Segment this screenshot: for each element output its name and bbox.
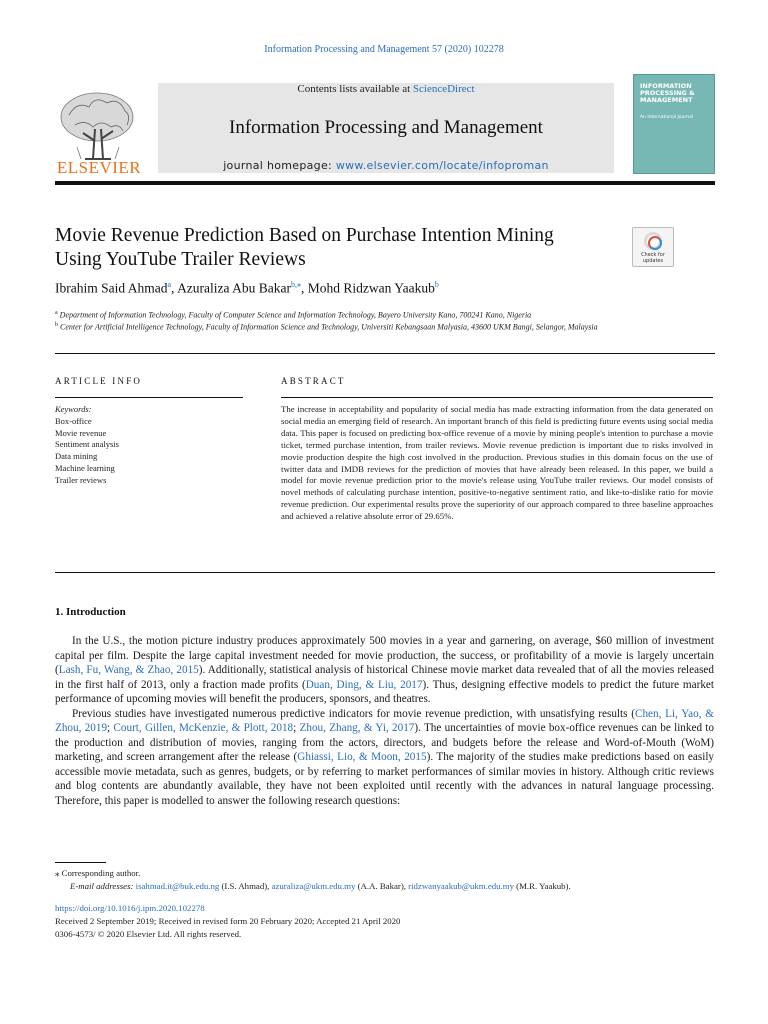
contents-line [158, 83, 614, 95]
paragraph-text: Previous studies have investigated numerous predictive indicators for movie revenue prediction, with unsatisfying results ( [72, 707, 635, 720]
badge-line-2: updates [642, 257, 664, 264]
author-name[interactable]: Azuraliza Abu Bakar [177, 280, 292, 296]
introduction-body [55, 634, 714, 809]
cover-subtitle: An International Journal [640, 115, 694, 120]
article-info-rule [55, 397, 243, 398]
email-owner: (M.R. Yaakub). [513, 881, 571, 891]
author-affiliation-mark[interactable]: b [434, 280, 439, 289]
check-for-updates-label [633, 253, 673, 264]
keywords-label: Keywords: [55, 404, 92, 414]
affiliation-mark: a [55, 310, 58, 316]
affiliation-mark: b [55, 322, 58, 328]
received-dates: Received 2 September 2019; Received in revised form 20 February 2020; Accepted 21 April 2020 [55, 916, 401, 926]
sciencedirect-link[interactable]: ScienceDirect [412, 83, 475, 95]
paragraph-text: ). The majority of the studies make predictions based on easily accessible movie metadata, such as genres, budgets, or by referring to market performances of similar movies in history. Although critic reviews and blog contents are abundantly available, they have not been exploited until recently with the advances in natural language processing. Therefore, this paper is modelled to answer the following research questions: [55, 751, 715, 808]
author-separator: , [171, 280, 178, 296]
contents-prefix: Contents lists available at [297, 83, 413, 95]
affiliation-text: Department of Information Technology, Faculty of Computer Science and Information Technology, Bayero University Kano, 700241 Kano, Nigeria [59, 310, 532, 320]
section-divider [55, 572, 715, 573]
paragraph [55, 634, 714, 707]
header-divider [55, 181, 715, 185]
email-addresses [70, 880, 715, 892]
keyword: Movie revenue [55, 427, 107, 438]
abstract-text: The increase in acceptability and popularity of social media has made extracting information from the data generated on social media an emerging field of research. An important branch of this field is predicting future events using social media data. This paper is focused on predicting box-office revenue of a movie by mining people's intention to purchase a movie ticket, termed purchase intention, from trailer reviews. Movie revenue prediction is important due to risks involved in movie production despite the high cost involved in the production. Previous studies in this domain focus on the use of twitter data and IMDB reviews for the prediction of movies that have already been released. In this paper, we build a model for movie revenue prediction prior to the movie's release using YouTube trailer reviews. Our model consists of novel methods of calculating purchase intention, positive-to-negative sentiment ratio, and like-to-dislike ratio for movie revenue prediction. Our experimental results prove the superiority of our approach compared to three baseline approaches and achieved a relative absolute error of 29.65%. [281, 404, 713, 522]
keyword: Trailer reviews [55, 474, 107, 485]
author-affiliation-mark[interactable]: b,⁎ [291, 280, 302, 289]
email-label: E-mail addresses: [70, 881, 136, 891]
keyword: Box-office [55, 415, 92, 426]
paragraph-text: ). Thus, designing effective models to predict the future market performance of upcoming movies will benefit the producers, sponsors, and theatres. [55, 678, 714, 706]
paper-title-line-1: Movie Revenue Prediction Based on Purchase Intention Mining [55, 225, 554, 246]
paper-title-line-2: Using YouTube Trailer Reviews [55, 249, 306, 270]
elsevier-wordmark: ELSEVIER [56, 158, 142, 177]
author-affiliation-mark[interactable]: a [167, 280, 172, 289]
email-owner: (I.S. Ahmad), [219, 881, 272, 891]
badge-line-1: Check for [641, 252, 665, 258]
abstract-rule [281, 397, 713, 398]
corresponding-author-note: ⁎ Corresponding author. [55, 868, 141, 878]
keyword: Data mining [55, 451, 98, 462]
journal-homepage [158, 159, 614, 172]
keywords-block [55, 404, 235, 487]
affiliation-text: Center for Artificial Intelligence Technology, Faculty of Information Science and Technology, Universiti Kebangsaan Malyasia, 43600 UKM Bangi, Selangor, Malaysia [60, 322, 598, 332]
paragraph-text: ). Additionally, statistical analysis of historical Chinese movie market data revealed that of all the movies released in the first half of 2013, only a fraction made profits ( [55, 664, 714, 691]
author-name[interactable]: Mohd Ridzwan Yaakub [307, 280, 435, 296]
journal-title: Information Processing and Management [229, 117, 543, 138]
journal-banner [158, 83, 614, 173]
citation-link[interactable]: Chen, Li, Yao, & Zhou, 2019 [55, 707, 714, 735]
citation-link[interactable]: Duan, Ding, & Liu, 2017 [305, 678, 423, 691]
author-list [55, 280, 695, 297]
doi-link[interactable]: https://doi.org/10.1016/j.ipm.2020.102278 [55, 903, 205, 913]
homepage-link[interactable]: www.elsevier.com/locate/infoproman [335, 159, 549, 172]
article-info-heading: ARTICLE INFO [55, 376, 143, 386]
check-for-updates-icon [644, 232, 662, 250]
keyword: Sentiment analysis [55, 439, 119, 450]
author-separator: , [301, 280, 308, 296]
introduction-heading: 1. Introduction [55, 606, 126, 618]
paragraph-text: In the U.S., the motion picture industry produces approximately 500 movies in a year and garnering, on average, $60 million of investment capital per film. Despite the large capital investment needed for movie production, the success, or profitability of a movie is largely uncertain ( [55, 635, 714, 677]
email-link[interactable]: azuraliza@ukm.edu.my [271, 881, 356, 891]
journal-reference[interactable]: Information Processing and Management 57 (2020) 102278 [264, 44, 504, 55]
paragraph-text: ). The uncertainties of movie box-office revenues can be linked to the production and distribution of movies, ranging from the actors, directors, and budgets before the release and Word-of-Mouth (WoM) marketing, and screen arrangement after the release ( [55, 722, 715, 764]
citation-link[interactable]: Ghiassi, Lio, & Moon, 2015 [297, 751, 427, 764]
keyword: Machine learning [55, 462, 115, 473]
author-name[interactable]: Ibrahim Said Ahmad [55, 280, 168, 296]
affiliation [55, 319, 665, 334]
email-link[interactable]: ridzwanyaakub@ukm.edu.my [408, 881, 514, 891]
email-link[interactable]: isahmad.it@buk.edu.ng [135, 881, 220, 891]
paragraph [55, 707, 714, 809]
email-owner: (A.A. Bakar), [355, 881, 409, 891]
paragraph-text: ; [293, 722, 300, 735]
footnote-rule [55, 862, 106, 863]
section-divider [55, 353, 715, 354]
cover-title: INFORMATION PROCESSING & MANAGEMENT [640, 82, 695, 104]
citation-link[interactable]: Lash, Fu, Wang, & Zhao, 2015 [58, 664, 199, 677]
paragraph-text: ; [107, 722, 114, 735]
paper-title [55, 224, 615, 272]
check-for-updates-badge[interactable] [632, 227, 674, 267]
masthead [55, 80, 715, 180]
citation-link[interactable]: Zhou, Zhang, & Yi, 2017 [299, 722, 415, 735]
copyright-notice: 0306-4573/ © 2020 Elsevier Ltd. All rights reserved. [55, 929, 242, 939]
homepage-prefix: journal homepage: [223, 159, 336, 172]
journal-cover-image[interactable] [633, 74, 715, 174]
citation-link[interactable]: Court, Gillen, McKenzie, & Plott, 2018 [113, 722, 294, 735]
abstract-heading: ABSTRACT [281, 376, 346, 386]
